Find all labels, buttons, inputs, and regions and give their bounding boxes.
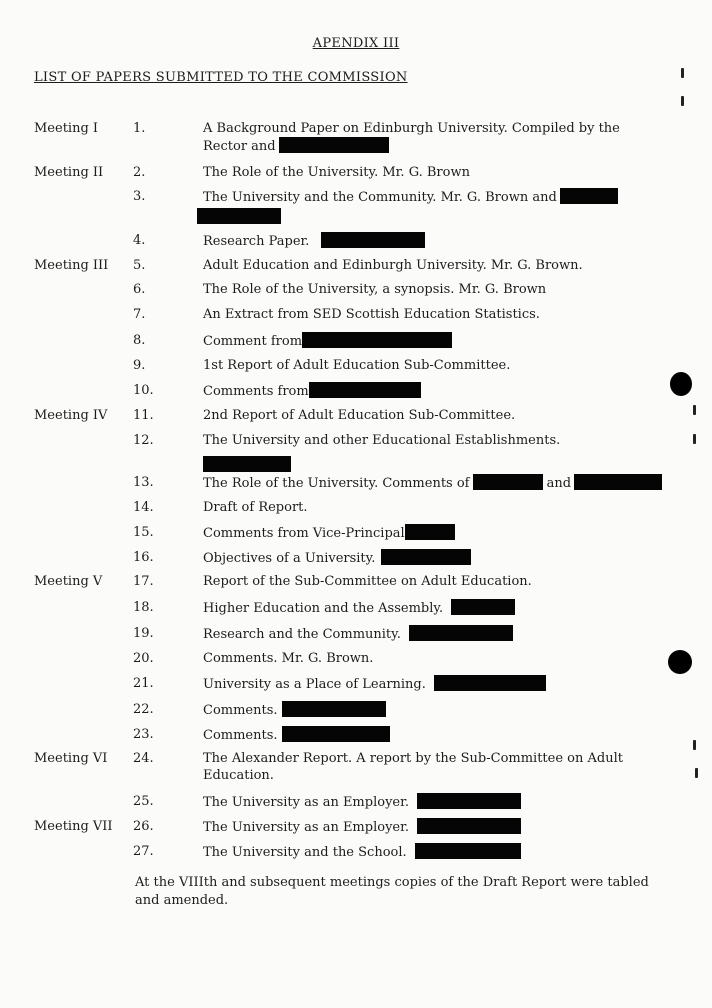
item-number: 5. [133,258,146,273]
item-number: 24. [133,751,154,766]
item-number: 2. [133,165,146,180]
item-text: The University and the Community. Mr. G. Brown and [203,190,557,205]
redaction-bar [473,474,543,490]
item-text: The University as an Employer. [203,795,410,810]
item-number: 3. [133,189,146,204]
redaction-bar [409,625,513,641]
item-number: 8. [133,333,146,348]
meeting-label: Meeting IV [34,408,108,423]
redaction-bar [574,474,662,490]
item-number: 18. [133,600,154,615]
item-text: University as a Place of Learning. [203,677,426,692]
item-text: The Role of the University. Comments of [203,476,470,491]
item-number: 1. [133,121,146,136]
item-number: 4. [133,233,146,248]
margin-mark [681,96,684,106]
item-text: The Alexander Report. A report by the Sub-Committee on Adult Education. [203,751,623,783]
item-text: Comment from [203,334,303,349]
margin-mark [693,405,696,415]
item-number: 15. [133,525,154,540]
item-number: 19. [133,626,154,641]
redaction-bar [282,701,386,717]
item-text: The University and other Educational Establishments. [203,433,561,448]
item-text: 2nd Report of Adult Education Sub-Committee. [203,408,516,423]
redaction-bar [434,675,546,691]
item-number: 20. [133,651,154,666]
item-text: Comments from [203,384,309,399]
meeting-label: Meeting VI [34,751,108,766]
item-text: Comments. [203,703,278,718]
item-text: Research and the Community. [203,627,401,642]
redaction-bar [321,232,425,248]
redaction-bar [309,382,421,398]
redaction-bar [417,818,521,834]
item-text: Draft of Report. [203,500,308,515]
item-text: Higher Education and the Assembly. [203,601,444,616]
item-number: 27. [133,844,154,859]
item-number: 26. [133,819,154,834]
redaction-bar [405,524,455,540]
item-number: 13. [133,475,154,490]
redaction-bar [417,793,521,809]
margin-mark [693,434,696,444]
item-number: 10. [133,383,154,398]
closing-note: At the VIIIth and subsequent meetings copies of the Draft Report were tabled and amended. [135,875,649,908]
redaction-bar [560,188,618,204]
item-text: The Role of the University. Mr. G. Brown [203,165,470,180]
item-number: 6. [133,282,146,297]
appendix-title: APENDIX III [312,36,400,51]
binder-hole-mark [670,372,692,396]
redaction-bar [279,137,389,153]
redaction-bar [451,599,515,615]
item-text: Comments. Mr. G. Brown. [203,651,374,666]
binder-hole-mark [668,650,692,674]
redaction-bar [415,843,521,859]
margin-mark [695,768,698,778]
meeting-label: Meeting I [34,121,99,136]
item-text: The University and the School. [203,845,407,860]
item-text: An Extract from SED Scottish Education Statistics. [203,307,540,322]
redaction-bar [302,332,452,348]
item-text: Comments. [203,728,278,743]
list-heading: LIST OF PAPERS SUBMITTED TO THE COMMISSION [34,70,408,85]
item-number: 21. [133,676,154,691]
item-text: Report of the Sub-Committee on Adult Education. [203,574,532,589]
redaction-bar [197,208,281,224]
item-text-continued: and [546,476,572,491]
item-text: 1st Report of Adult Education Sub-Committee. [203,358,511,373]
item-number: 9. [133,358,146,373]
item-text: The Role of the University, a synopsis. Mr. G. Brown [203,282,547,297]
redaction-bar [282,726,390,742]
item-number: 23. [133,727,154,742]
item-number: 7. [133,307,146,322]
redaction-bar [203,456,291,472]
item-number: 16. [133,550,154,565]
meeting-label: Meeting V [34,574,103,589]
item-number: 12. [133,433,154,448]
meeting-label: Meeting II [34,165,104,180]
item-number: 25. [133,794,154,809]
meeting-label: Meeting VII [34,819,113,834]
item-number: 17. [133,574,154,589]
item-number: 14. [133,500,154,515]
margin-mark [693,740,696,750]
item-number: 22. [133,702,154,717]
item-text: Research Paper. [203,234,310,249]
item-text: Comments from Vice-Principal [203,526,405,541]
item-text: The University as an Employer. [203,820,410,835]
item-text: Adult Education and Edinburgh University. Mr. G. Brown. [203,258,583,273]
item-text: Objectives of a University. [203,551,376,566]
item-text: A Background Paper on Edinburgh University. Compiled by the Rector and [203,121,620,154]
redaction-bar [381,549,471,565]
meeting-label: Meeting III [34,258,109,273]
margin-mark [681,68,684,78]
item-number: 11. [133,408,154,423]
